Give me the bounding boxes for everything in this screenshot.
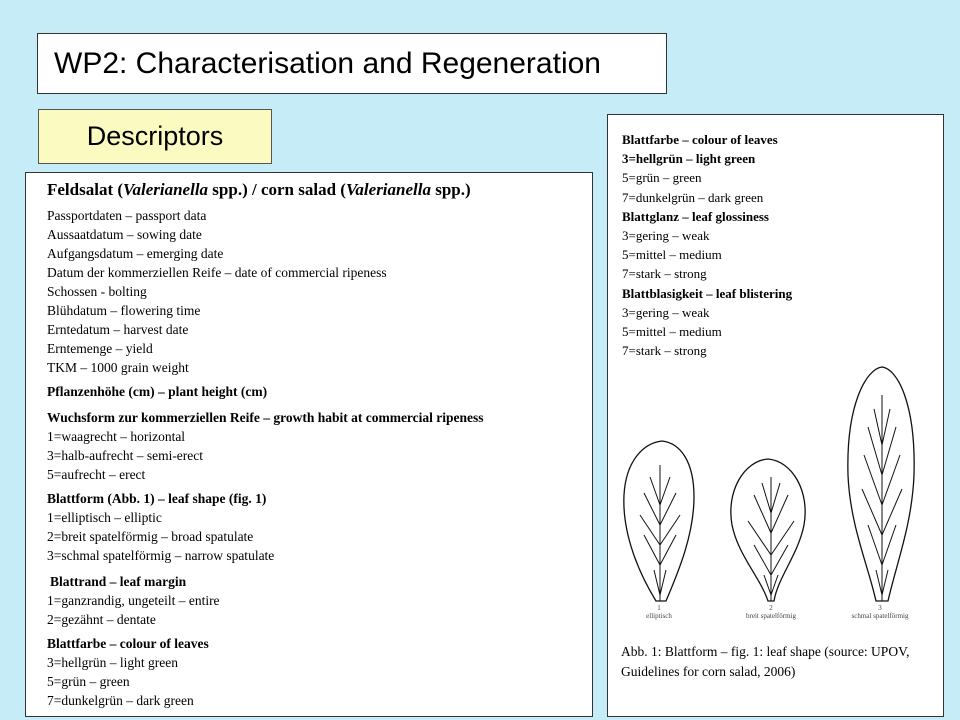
list-item: 5=grün – green	[622, 170, 702, 186]
list-item: Passportdaten – passport data	[47, 208, 207, 223]
list-item: 7=stark – strong	[622, 266, 707, 282]
leaf-shape-figure	[614, 365, 930, 631]
list-item: 2=breit spatelförmig – broad spatulate	[47, 529, 254, 544]
panel-heading: Feldsalat (Valerianella spp.) / corn salad (Valerianella spp.)	[47, 180, 471, 199]
list-item: Aussaatdatum – sowing date	[47, 227, 202, 242]
list-item: 3=gering – weak	[622, 228, 710, 244]
glossiness-group	[622, 207, 943, 284]
list-item: 3=gering – weak	[622, 304, 710, 320]
list-item: 3=schmal spatelförmig – narrow spatulate	[47, 548, 275, 563]
leaf-colour-group	[622, 130, 943, 207]
descriptor-title: Blattrand – leaf margin	[50, 574, 187, 589]
figure-label-name: breit spatelförmig	[746, 612, 796, 620]
list-item: 5=grün – green	[47, 674, 130, 689]
figure-caption: Abb. 1: Blattform – fig. 1: leaf shape (source: UPOV, Guidelines for corn salad, 2006)	[621, 644, 910, 679]
descriptor-title: Blattform (Abb. 1) – leaf shape (fig. 1)	[47, 491, 267, 506]
list-item: 3=hellgrün – light green	[47, 655, 178, 670]
list-item: TKM – 1000 grain weight	[47, 360, 189, 375]
figure-label-number: 2	[769, 604, 773, 612]
figure-label-name: schmal spatelförmig	[851, 612, 909, 620]
section-label: Descriptors	[38, 109, 272, 164]
figure-label-name: elliptisch	[646, 612, 672, 620]
list-item: 5=aufrecht – erect	[47, 467, 146, 482]
blistering-group	[622, 284, 943, 361]
list-item: 1=waagrecht – horizontal	[47, 429, 186, 444]
list-item: 7=stark – strong	[622, 343, 707, 359]
descriptor-title: Blattfarbe – colour of leaves	[622, 132, 778, 147]
leaf-shape-group	[47, 489, 592, 565]
list-item: 3=hellgrün – light green	[622, 151, 756, 167]
growth-habit-group	[47, 408, 592, 484]
list-item: 1=ganzrandig, ungeteilt – entire	[47, 593, 220, 608]
list-item: Datum der kommerziellen Reife – date of commercial ripeness	[47, 265, 387, 280]
list-item: Schossen - bolting	[47, 284, 147, 299]
list-item: Erntedatum – harvest date	[47, 322, 189, 337]
list-item: 3=halb-aufrecht – semi-erect	[47, 448, 204, 463]
list-item: 7=dunkelgrün – dark green	[47, 693, 194, 708]
list-item: 5=mittel – medium	[622, 247, 722, 263]
figure-label-number: 3	[878, 604, 882, 612]
descriptor-panel	[25, 172, 593, 717]
passport-list	[47, 206, 592, 377]
descriptor-title: Blattglanz – leaf glossiness	[622, 208, 769, 224]
leaf-colour-group	[47, 634, 592, 710]
list-item: 1=elliptisch – elliptic	[47, 510, 162, 525]
leaf-margin-group	[47, 572, 592, 629]
list-item: Aufgangsdatum – emerging date	[47, 246, 224, 261]
plant-height-group	[47, 382, 592, 401]
descriptor-title: Pflanzenhöhe (cm) – plant height (cm)	[47, 384, 268, 399]
descriptor-title: Blattblasigkeit – leaf blistering	[622, 285, 793, 301]
descriptor-title: Wuchsform zur kommerziellen Reife – growth habit at commercial ripeness	[47, 410, 484, 425]
slide-title: WP2: Characterisation and Regeneration	[37, 33, 667, 94]
descriptor-title: Blattfarbe – colour of leaves	[47, 636, 209, 651]
figure-label-number: 1	[657, 604, 661, 612]
list-item: Blühdatum – flowering time	[47, 303, 201, 318]
list-item: 5=mittel – medium	[622, 324, 722, 340]
list-item: Erntemenge – yield	[47, 341, 153, 356]
list-item: 7=dunkelgrün – dark green	[622, 189, 764, 205]
list-item: 2=gezähnt – dentate	[47, 612, 156, 627]
